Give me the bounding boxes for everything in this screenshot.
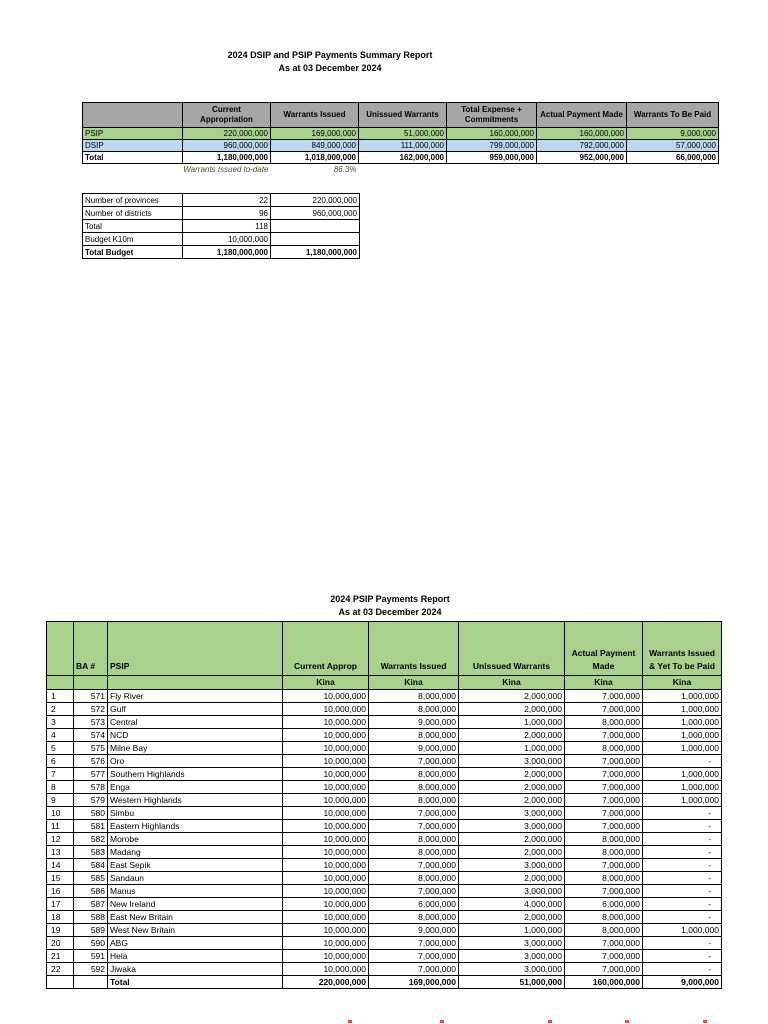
table-row: [47, 859, 722, 872]
cell-yet: 1,000,000: [643, 729, 722, 742]
cell-yet: -: [643, 833, 722, 846]
budget-row-total-budget: [83, 246, 360, 259]
cell-paid: 8,000,000: [565, 716, 643, 729]
cell-paid: 8,000,000: [565, 924, 643, 937]
warrants-issued-note-value: 86.3%: [333, 165, 357, 174]
budget-label: Budget K10m: [83, 233, 183, 246]
budget-row-districts: [83, 207, 360, 220]
row-number: 17: [47, 898, 74, 911]
row-number: 19: [47, 924, 74, 937]
cell-unissued: 51,000,000: [359, 128, 447, 140]
budget-amount: 960,000,000: [271, 207, 360, 220]
unit-label: Kina: [643, 676, 722, 690]
budget-row-provinces: [83, 194, 360, 207]
psip-header-psip: PSIP: [108, 622, 283, 676]
psip-report-title: [240, 593, 540, 619]
table-row: [47, 924, 722, 937]
row-number: 21: [47, 950, 74, 963]
table-row: [47, 820, 722, 833]
summary-header-blank: [83, 103, 183, 128]
cell-warrants-issued: 169,000,000: [271, 128, 359, 140]
cell-yet: -: [643, 937, 722, 950]
cell-issued: 9,000,000: [369, 742, 459, 755]
cell-paid: 7,000,000: [565, 794, 643, 807]
cell-unissued: 2,000,000: [459, 911, 565, 924]
cell-approp: 10,000,000: [283, 781, 369, 794]
cell-issued: 8,000,000: [369, 794, 459, 807]
row-label: PSIP: [83, 128, 183, 140]
cell-approp: 10,000,000: [283, 846, 369, 859]
summary-header-to-be-paid: Warrants To Be Paid: [627, 103, 719, 128]
ba-number: 590: [74, 937, 108, 950]
row-number: 6: [47, 755, 74, 768]
province-name: Gulf: [108, 703, 283, 716]
summary-report-title: [180, 49, 480, 75]
table-row: [47, 742, 722, 755]
budget-count: 96: [183, 207, 271, 220]
row-label: DSIP: [83, 140, 183, 152]
cell-unissued: 3,000,000: [459, 937, 565, 950]
cell-expense: 799,000,000: [447, 140, 537, 152]
total-yet: 9,000,000: [643, 976, 722, 989]
cell-issued: 6,000,000: [369, 898, 459, 911]
budget-amount: [271, 220, 360, 233]
summary-header-appropriation: Current Appropriation: [183, 103, 271, 128]
psip-header-current-approp: Current Approp: [283, 622, 369, 676]
table-row: [47, 768, 722, 781]
row-number: 4: [47, 729, 74, 742]
cell-approp: 10,000,000: [283, 807, 369, 820]
budget-count: 22: [183, 194, 271, 207]
unit-label: Kina: [283, 676, 369, 690]
cell-approp: 10,000,000: [283, 950, 369, 963]
psip-units-row: [47, 676, 722, 690]
ba-number: 591: [74, 950, 108, 963]
ba-number: 582: [74, 833, 108, 846]
cell-unissued: 3,000,000: [459, 963, 565, 976]
cell-unissued: 111,000,000: [359, 140, 447, 152]
psip-header-yet-to-pay: Warrants Issued & Yet To be Paid: [643, 622, 722, 676]
cell-to-be-paid: 57,000,000: [627, 140, 719, 152]
summary-header-warrants-issued: Warrants Issued: [271, 103, 359, 128]
cell-unissued: 1,000,000: [459, 924, 565, 937]
summary-row-psip: [83, 128, 719, 140]
table-row: [47, 716, 722, 729]
psip-title-line2: As at 03 December 2024: [338, 607, 442, 617]
cell-yet: -: [643, 820, 722, 833]
row-number: 8: [47, 781, 74, 794]
cell-yet: -: [643, 911, 722, 924]
cell-approp: 10,000,000: [283, 885, 369, 898]
psip-header-row: [47, 622, 722, 676]
table-row: [47, 781, 722, 794]
cell-appropriation: 960,000,000: [183, 140, 271, 152]
red-mark: [625, 1020, 629, 1023]
cell-unissued: 3,000,000: [459, 755, 565, 768]
cell-unissued: 4,000,000: [459, 898, 565, 911]
row-label: Total: [83, 152, 183, 164]
table-row: [47, 846, 722, 859]
cell-paid: 8,000,000: [565, 872, 643, 885]
table-row: [47, 937, 722, 950]
summary-title-line1: 2024 DSIP and PSIP Payments Summary Report: [227, 50, 433, 60]
province-name: West New Britain: [108, 924, 283, 937]
cell-unissued: 2,000,000: [459, 768, 565, 781]
province-name: Simbu: [108, 807, 283, 820]
cell-unissued: 1,000,000: [459, 716, 565, 729]
cell-issued: 8,000,000: [369, 703, 459, 716]
row-number: 3: [47, 716, 74, 729]
table-row: [47, 690, 722, 703]
ba-number: 571: [74, 690, 108, 703]
cell-paid: 7,000,000: [565, 768, 643, 781]
budget-row-total: [83, 220, 360, 233]
cell-paid: 7,000,000: [565, 950, 643, 963]
cell-issued: 8,000,000: [369, 911, 459, 924]
summary-row-dsip: [83, 140, 719, 152]
budget-label: Number of districts: [83, 207, 183, 220]
province-name: Manus: [108, 885, 283, 898]
row-number: 11: [47, 820, 74, 833]
cell-unissued: 2,000,000: [459, 703, 565, 716]
cell-paid: 6,000,000: [565, 898, 643, 911]
cell-issued: 8,000,000: [369, 729, 459, 742]
budget-count: 10,000,000: [183, 233, 271, 246]
province-name: Western Highlands: [108, 794, 283, 807]
province-name: Enga: [108, 781, 283, 794]
ba-number: 573: [74, 716, 108, 729]
table-row: [47, 911, 722, 924]
province-name: Southern Highlands: [108, 768, 283, 781]
cell-paid: 7,000,000: [565, 937, 643, 950]
budget-label: Number of provinces: [83, 194, 183, 207]
ba-number: 575: [74, 742, 108, 755]
cell-yet: 1,000,000: [643, 794, 722, 807]
table-row: [47, 833, 722, 846]
budget-count: 1,180,000,000: [183, 246, 271, 259]
cell-to-be-paid: 66,000,000: [627, 152, 719, 164]
cell-approp: 10,000,000: [283, 690, 369, 703]
psip-header-warrants-issued: Warrants Issued: [369, 622, 459, 676]
ba-number: 588: [74, 911, 108, 924]
cell-approp: 10,000,000: [283, 937, 369, 950]
cell-paid: 7,000,000: [565, 807, 643, 820]
psip-table: [46, 621, 722, 989]
summary-title-line2: As at 03 December 2024: [278, 63, 382, 73]
cell-yet: 1,000,000: [643, 768, 722, 781]
cell-paid: 7,000,000: [565, 755, 643, 768]
red-mark: [440, 1020, 444, 1023]
row-number: 10: [47, 807, 74, 820]
summary-table: [82, 102, 719, 175]
cell-approp: 10,000,000: [283, 924, 369, 937]
ba-number: 583: [74, 846, 108, 859]
cell-paid: 7,000,000: [565, 703, 643, 716]
cell-unissued: 2,000,000: [459, 833, 565, 846]
cell-paid: 7,000,000: [565, 820, 643, 833]
province-name: NCD: [108, 729, 283, 742]
cell-paid: 7,000,000: [565, 885, 643, 898]
row-number: 2: [47, 703, 74, 716]
psip-body: [47, 690, 722, 976]
table-row: [47, 794, 722, 807]
budget-table: [82, 193, 360, 259]
cell-warrants-issued: 849,000,000: [271, 140, 359, 152]
cell-approp: 10,000,000: [283, 872, 369, 885]
row-number: 18: [47, 911, 74, 924]
budget-label: Total: [83, 220, 183, 233]
cell-approp: 10,000,000: [283, 794, 369, 807]
summary-header-expense: Total Expense + Commitments: [447, 103, 537, 128]
cell-paid: 8,000,000: [565, 846, 643, 859]
unit-label: Kina: [565, 676, 643, 690]
red-mark: [548, 1020, 552, 1023]
row-number: 22: [47, 963, 74, 976]
row-number: 5: [47, 742, 74, 755]
row-number: 15: [47, 872, 74, 885]
cell-unissued: 3,000,000: [459, 820, 565, 833]
cell-unissued: 2,000,000: [459, 794, 565, 807]
province-name: East Sepik: [108, 859, 283, 872]
row-number: 9: [47, 794, 74, 807]
total-approp: 220,000,000: [283, 976, 369, 989]
budget-row-k10m: [83, 233, 360, 246]
cell-yet: 1,000,000: [643, 716, 722, 729]
unit-label: Kina: [459, 676, 565, 690]
red-mark: [703, 1020, 707, 1023]
cell-approp: 10,000,000: [283, 703, 369, 716]
cell-yet: -: [643, 846, 722, 859]
cell-issued: 8,000,000: [369, 872, 459, 885]
ba-number: 572: [74, 703, 108, 716]
cell-issued: 7,000,000: [369, 950, 459, 963]
summary-header-row: [83, 103, 719, 128]
unit-label: Kina: [369, 676, 459, 690]
cell-appropriation: 1,180,000,000: [183, 152, 271, 164]
cell-unissued: 1,000,000: [459, 742, 565, 755]
ba-number: 574: [74, 729, 108, 742]
ba-number: 576: [74, 755, 108, 768]
table-row: [47, 729, 722, 742]
province-name: Eastern Highlands: [108, 820, 283, 833]
cell-issued: 7,000,000: [369, 820, 459, 833]
cell-paid: 952,000,000: [537, 152, 627, 164]
psip-total-row: [47, 976, 722, 989]
ba-number: 584: [74, 859, 108, 872]
ba-number: 587: [74, 898, 108, 911]
cell-unissued: 3,000,000: [459, 859, 565, 872]
cell-paid: 7,000,000: [565, 781, 643, 794]
cell-issued: 7,000,000: [369, 859, 459, 872]
summary-note-row: [83, 164, 719, 176]
ba-number: 585: [74, 872, 108, 885]
psip-title-line1: 2024 PSIP Payments Report: [330, 594, 450, 604]
cell-unissued: 2,000,000: [459, 690, 565, 703]
cell-yet: -: [643, 950, 722, 963]
province-name: Oro: [108, 755, 283, 768]
province-name: Jiwaka: [108, 963, 283, 976]
row-number: 1: [47, 690, 74, 703]
cell-paid: 8,000,000: [565, 833, 643, 846]
cell-issued: 7,000,000: [369, 755, 459, 768]
cell-paid: 7,000,000: [565, 963, 643, 976]
cell-approp: 10,000,000: [283, 963, 369, 976]
summary-row-total: [83, 152, 719, 164]
ba-number: 577: [74, 768, 108, 781]
table-row: [47, 898, 722, 911]
cell-unissued: 3,000,000: [459, 950, 565, 963]
province-name: East New Britain: [108, 911, 283, 924]
ba-number: 592: [74, 963, 108, 976]
cell-warrants-issued: 1,018,000,000: [271, 152, 359, 164]
cell-paid: 7,000,000: [565, 729, 643, 742]
budget-amount: 220,000,000: [271, 194, 360, 207]
budget-amount: [271, 233, 360, 246]
province-name: Fly River: [108, 690, 283, 703]
cell-issued: 7,000,000: [369, 937, 459, 950]
cell-issued: 9,000,000: [369, 924, 459, 937]
cell-approp: 10,000,000: [283, 729, 369, 742]
cell-approp: 10,000,000: [283, 755, 369, 768]
cell-yet: -: [643, 898, 722, 911]
cell-yet: 1,000,000: [643, 703, 722, 716]
province-name: Madang: [108, 846, 283, 859]
table-row: [47, 703, 722, 716]
psip-header-unissued: Unissued Warrants: [459, 622, 565, 676]
cell-approp: 10,000,000: [283, 716, 369, 729]
cell-yet: -: [643, 885, 722, 898]
cell-yet: -: [643, 963, 722, 976]
province-name: Sandaun: [108, 872, 283, 885]
cell-yet: 1,000,000: [643, 781, 722, 794]
warrants-issued-note-label: Warrants Issued to-date: [183, 165, 269, 174]
cell-issued: 8,000,000: [369, 768, 459, 781]
cell-unissued: 2,000,000: [459, 781, 565, 794]
ba-number: 586: [74, 885, 108, 898]
cell-approp: 10,000,000: [283, 833, 369, 846]
cell-to-be-paid: 9,000,000: [627, 128, 719, 140]
cell-issued: 9,000,000: [369, 716, 459, 729]
row-number: 16: [47, 885, 74, 898]
cell-approp: 10,000,000: [283, 911, 369, 924]
cell-unissued: 2,000,000: [459, 729, 565, 742]
cell-issued: 8,000,000: [369, 690, 459, 703]
province-name: Milne Bay: [108, 742, 283, 755]
cell-unissued: 162,000,000: [359, 152, 447, 164]
psip-header-ba: BA #: [74, 622, 108, 676]
total-unissued: 51,000,000: [459, 976, 565, 989]
psip-header-paid: Actual Payment Made: [565, 622, 643, 676]
row-number: 20: [47, 937, 74, 950]
cell-yet: 1,000,000: [643, 742, 722, 755]
province-name: Central: [108, 716, 283, 729]
red-mark: [348, 1020, 352, 1023]
cell-paid: 160,000,000: [537, 128, 627, 140]
table-row: [47, 807, 722, 820]
province-name: Hela: [108, 950, 283, 963]
table-row: [47, 755, 722, 768]
cell-approp: 10,000,000: [283, 768, 369, 781]
total-label: Total: [108, 976, 283, 989]
cell-issued: 7,000,000: [369, 885, 459, 898]
row-number: 13: [47, 846, 74, 859]
cell-issued: 8,000,000: [369, 781, 459, 794]
table-row: [47, 950, 722, 963]
cell-issued: 8,000,000: [369, 846, 459, 859]
ba-number: 578: [74, 781, 108, 794]
cell-yet: -: [643, 755, 722, 768]
cell-paid: 8,000,000: [565, 742, 643, 755]
cell-yet: -: [643, 807, 722, 820]
budget-amount: 1,180,000,000: [271, 246, 360, 259]
ba-number: 579: [74, 794, 108, 807]
cell-paid: 7,000,000: [565, 859, 643, 872]
cell-unissued: 3,000,000: [459, 807, 565, 820]
ba-number: 581: [74, 820, 108, 833]
cell-expense: 160,000,000: [447, 128, 537, 140]
cell-expense: 959,000,000: [447, 152, 537, 164]
ba-number: 589: [74, 924, 108, 937]
cell-yet: -: [643, 859, 722, 872]
cell-approp: 10,000,000: [283, 742, 369, 755]
cell-issued: 7,000,000: [369, 807, 459, 820]
table-row: [47, 963, 722, 976]
row-number: 14: [47, 859, 74, 872]
ba-number: 580: [74, 807, 108, 820]
cell-paid: 7,000,000: [565, 690, 643, 703]
summary-header-paid: Actual Payment Made: [537, 103, 627, 128]
cell-approp: 10,000,000: [283, 898, 369, 911]
budget-count: 118: [183, 220, 271, 233]
budget-label: Total Budget: [83, 246, 183, 259]
province-name: Morobe: [108, 833, 283, 846]
table-row: [47, 872, 722, 885]
row-number: 12: [47, 833, 74, 846]
cell-yet: -: [643, 872, 722, 885]
cell-approp: 10,000,000: [283, 820, 369, 833]
cell-paid: 8,000,000: [565, 911, 643, 924]
row-number: 7: [47, 768, 74, 781]
cell-issued: 7,000,000: [369, 963, 459, 976]
total-issued: 169,000,000: [369, 976, 459, 989]
table-row: [47, 885, 722, 898]
province-name: New Ireland: [108, 898, 283, 911]
cell-paid: 792,000,000: [537, 140, 627, 152]
cell-yet: 1,000,000: [643, 924, 722, 937]
total-paid: 160,000,000: [565, 976, 643, 989]
cell-approp: 10,000,000: [283, 859, 369, 872]
cell-issued: 8,000,000: [369, 833, 459, 846]
province-name: ABG: [108, 937, 283, 950]
cell-unissued: 2,000,000: [459, 846, 565, 859]
summary-header-unissued: Unissued Warrants: [359, 103, 447, 128]
cell-unissued: 3,000,000: [459, 885, 565, 898]
cell-appropriation: 220,000,000: [183, 128, 271, 140]
cell-unissued: 2,000,000: [459, 872, 565, 885]
cell-yet: 1,000,000: [643, 690, 722, 703]
